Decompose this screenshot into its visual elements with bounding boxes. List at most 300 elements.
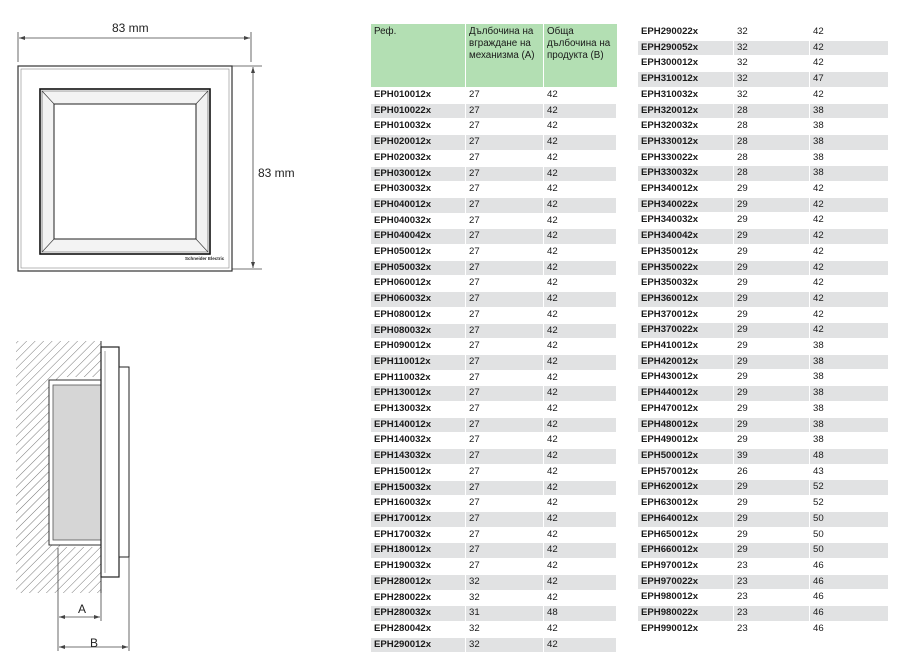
cell-depth-b: 42: [544, 511, 617, 527]
cell-depth-b: 42: [544, 590, 617, 606]
mechanism-body: [53, 385, 101, 540]
cell-depth-b: 46: [810, 621, 889, 637]
table-row: [371, 386, 617, 402]
cell-depth-a: 23: [734, 574, 810, 590]
cell-ref: EPH020012x: [371, 135, 466, 151]
table-row: [371, 590, 617, 606]
cell-depth-b: 42: [544, 527, 617, 543]
cell-depth-b: 42: [810, 244, 889, 260]
cell-ref: EPH650012x: [638, 527, 734, 543]
cell-depth-b: 42: [544, 433, 617, 449]
table-row: [638, 543, 889, 559]
table-row: [638, 464, 889, 480]
cell-depth-b: 38: [810, 386, 889, 402]
table-row: [638, 448, 889, 464]
table-row: [638, 134, 889, 150]
cell-ref: EPH190032x: [371, 559, 466, 575]
table-row: [371, 197, 617, 213]
cell-depth-b: 43: [810, 464, 889, 480]
cell-depth-a: 27: [466, 135, 544, 151]
cell-depth-a: 27: [466, 245, 544, 261]
cell-depth-a: 29: [734, 543, 810, 559]
cell-ref: EPH040032x: [371, 213, 466, 229]
cell-depth-b: 42: [544, 213, 617, 229]
cell-depth-b: 42: [810, 260, 889, 276]
cell-depth-b: 42: [544, 323, 617, 339]
table-row: [371, 402, 617, 418]
cell-ref: EPH060012x: [371, 276, 466, 292]
cell-depth-b: 46: [810, 606, 889, 622]
table-row: [638, 527, 889, 543]
cell-depth-b: 42: [544, 464, 617, 480]
cell-ref: EPH280042x: [371, 621, 466, 637]
table-row: [371, 119, 617, 135]
header-depth-b: Обща дълбочина на продукта (B): [544, 24, 617, 87]
cell-depth-b: 42: [544, 559, 617, 575]
cell-depth-a: 27: [466, 260, 544, 276]
cell-depth-a: 23: [734, 621, 810, 637]
cell-ref: EPH410012x: [638, 339, 734, 355]
table-row: [638, 40, 889, 56]
table-row: [638, 339, 889, 355]
cell-depth-b: 50: [810, 543, 889, 559]
table-row: [638, 433, 889, 449]
table-row: [638, 25, 889, 40]
cell-ref: EPH280022x: [371, 590, 466, 606]
cell-depth-a: 29: [734, 417, 810, 433]
cell-depth-a: 32: [466, 621, 544, 637]
table-row: [638, 213, 889, 229]
cell-depth-b: 42: [544, 103, 617, 119]
cell-depth-b: 38: [810, 103, 889, 119]
cell-ref: EPH500012x: [638, 448, 734, 464]
cell-depth-b: 42: [544, 245, 617, 261]
table-row: [371, 307, 617, 323]
brand-logo: Schneider Electric: [185, 256, 225, 261]
cell-depth-b: 42: [544, 276, 617, 292]
table-row: [638, 417, 889, 433]
cell-ref: EPH080012x: [371, 307, 466, 323]
cell-depth-a: 29: [734, 307, 810, 323]
cell-ref: EPH640012x: [638, 511, 734, 527]
cell-depth-a: 27: [466, 496, 544, 512]
table-row: [638, 496, 889, 512]
cell-ref: EPH290052x: [638, 40, 734, 56]
table-row: [638, 354, 889, 370]
cell-depth-a: 29: [734, 244, 810, 260]
cell-depth-a: 27: [466, 323, 544, 339]
cell-depth-b: 42: [544, 197, 617, 213]
table-row: [638, 276, 889, 292]
cell-depth-a: 29: [734, 260, 810, 276]
cell-depth-a: 27: [466, 543, 544, 559]
table-row: [371, 323, 617, 339]
cell-ref: EPH570012x: [638, 464, 734, 480]
cell-ref: EPH990012x: [638, 621, 734, 637]
cell-ref: EPH010022x: [371, 103, 466, 119]
table-row: [371, 496, 617, 512]
cell-depth-a: 27: [466, 119, 544, 135]
cell-depth-b: 46: [810, 574, 889, 590]
cell-ref: EPH170032x: [371, 527, 466, 543]
cell-depth-a: 29: [734, 323, 810, 339]
cell-depth-b: 38: [810, 370, 889, 386]
cell-depth-b: 42: [544, 166, 617, 182]
cell-depth-a: 28: [734, 103, 810, 119]
cell-depth-a: 27: [466, 276, 544, 292]
cell-ref: EPH630012x: [638, 496, 734, 512]
cell-depth-a: 32: [734, 25, 810, 40]
cell-ref: EPH980012x: [638, 590, 734, 606]
cell-ref: EPH030032x: [371, 182, 466, 198]
table-row: [638, 166, 889, 182]
cell-depth-a: 27: [466, 511, 544, 527]
cell-depth-b: 42: [810, 276, 889, 292]
cell-ref: EPH110032x: [371, 370, 466, 386]
cell-ref: EPH130012x: [371, 386, 466, 402]
cell-depth-a: 27: [466, 292, 544, 308]
table-row: [371, 150, 617, 166]
cell-ref: EPH340042x: [638, 229, 734, 245]
cell-depth-a: 29: [734, 480, 810, 496]
cell-depth-b: 38: [810, 134, 889, 150]
cell-depth-b: 42: [810, 307, 889, 323]
cell-depth-a: 26: [734, 464, 810, 480]
cell-depth-a: 27: [466, 527, 544, 543]
cell-depth-b: 48: [544, 606, 617, 622]
cell-ref: EPH040042x: [371, 229, 466, 245]
cell-depth-a: 27: [466, 339, 544, 355]
cell-depth-b: 42: [810, 56, 889, 72]
cell-ref: EPH430012x: [638, 370, 734, 386]
cell-depth-b: 42: [810, 25, 889, 40]
cell-depth-b: 38: [810, 417, 889, 433]
cell-ref: EPH330012x: [638, 134, 734, 150]
table-row: [638, 574, 889, 590]
table-row: [638, 606, 889, 622]
cell-depth-b: 38: [810, 354, 889, 370]
table-row: [371, 480, 617, 496]
bevel-bottom: [42, 239, 208, 252]
cell-depth-a: 28: [734, 119, 810, 135]
cell-depth-b: 42: [544, 417, 617, 433]
cell-depth-b: 38: [810, 150, 889, 166]
cell-ref: EPH130032x: [371, 402, 466, 418]
cell-depth-a: 29: [734, 291, 810, 307]
cell-depth-a: 39: [734, 448, 810, 464]
product-table-2: [638, 25, 889, 637]
table-row: [638, 386, 889, 402]
cell-ref: EPH980022x: [638, 606, 734, 622]
cell-ref: EPH340022x: [638, 197, 734, 213]
cell-ref: EPH290012x: [371, 637, 466, 653]
cell-ref: EPH280032x: [371, 606, 466, 622]
cell-ref: EPH660012x: [638, 543, 734, 559]
cell-depth-a: 27: [466, 150, 544, 166]
cell-ref: EPH330022x: [638, 150, 734, 166]
dim-b-label: B: [90, 636, 99, 650]
cell-ref: EPH140012x: [371, 417, 466, 433]
cell-depth-a: 29: [734, 182, 810, 198]
table-row: [638, 558, 889, 574]
cell-depth-a: 27: [466, 433, 544, 449]
cell-depth-b: 50: [810, 527, 889, 543]
height-label: 83 mm: [258, 166, 295, 180]
table-row: [638, 401, 889, 417]
cell-ref: EPH350032x: [638, 276, 734, 292]
table-row: [371, 574, 617, 590]
cell-ref: EPH160032x: [371, 496, 466, 512]
cell-ref: EPH050032x: [371, 260, 466, 276]
table-row: [371, 527, 617, 543]
cell-depth-a: 32: [734, 40, 810, 56]
arrow-up: [251, 67, 255, 73]
cell-depth-a: 29: [734, 229, 810, 245]
cell-depth-b: 42: [544, 307, 617, 323]
cell-depth-b: 42: [544, 402, 617, 418]
cell-depth-a: 32: [734, 72, 810, 88]
cell-ref: EPH490012x: [638, 433, 734, 449]
table-row: [371, 229, 617, 245]
table-row: [371, 606, 617, 622]
cell-depth-b: 42: [810, 213, 889, 229]
cell-depth-b: 42: [810, 229, 889, 245]
table-row: [371, 245, 617, 261]
cell-depth-a: 27: [466, 197, 544, 213]
cell-depth-b: 42: [544, 637, 617, 653]
cell-depth-b: 42: [544, 496, 617, 512]
bevel-top: [42, 91, 208, 104]
cell-ref: EPH370012x: [638, 307, 734, 323]
cell-ref: EPH140032x: [371, 433, 466, 449]
cell-depth-b: 42: [544, 370, 617, 386]
cell-depth-a: 28: [734, 150, 810, 166]
cell-depth-b: 42: [544, 543, 617, 559]
cell-depth-b: 38: [810, 401, 889, 417]
cell-ref: EPH090012x: [371, 339, 466, 355]
cell-depth-a: 27: [466, 354, 544, 370]
cell-depth-b: 42: [544, 354, 617, 370]
cell-depth-a: 27: [466, 417, 544, 433]
table-row: [371, 354, 617, 370]
cell-ref: EPH330032x: [638, 166, 734, 182]
cell-depth-b: 42: [544, 88, 617, 103]
table-row: [638, 260, 889, 276]
cell-ref: EPH010012x: [371, 88, 466, 103]
cell-depth-a: 27: [466, 213, 544, 229]
cell-depth-b: 42: [544, 182, 617, 198]
cell-ref: EPH440012x: [638, 386, 734, 402]
cell-ref: EPH340032x: [638, 213, 734, 229]
cell-ref: EPH310032x: [638, 87, 734, 103]
cell-depth-a: 32: [734, 56, 810, 72]
cell-ref: EPH970022x: [638, 574, 734, 590]
cell-ref: EPH020032x: [371, 150, 466, 166]
cell-depth-b: 42: [544, 574, 617, 590]
table-row: [638, 87, 889, 103]
table-row: [638, 56, 889, 72]
table-row: [371, 339, 617, 355]
frame-section: [101, 347, 119, 577]
table-row: [371, 511, 617, 527]
cell-depth-a: 27: [466, 103, 544, 119]
table-row: [371, 621, 617, 637]
cell-ref: EPH420012x: [638, 354, 734, 370]
cell-depth-a: 27: [466, 229, 544, 245]
cell-depth-b: 42: [544, 480, 617, 496]
cell-depth-b: 42: [544, 292, 617, 308]
cell-depth-b: 42: [810, 182, 889, 198]
table-row: [638, 182, 889, 198]
cell-depth-a: 23: [734, 558, 810, 574]
cell-ref: EPH143032x: [371, 449, 466, 465]
cell-ref: EPH080032x: [371, 323, 466, 339]
cell-depth-a: 29: [734, 213, 810, 229]
arrow-down: [251, 262, 255, 268]
table-row: [371, 449, 617, 465]
cell-depth-b: 38: [810, 339, 889, 355]
table-row: [371, 182, 617, 198]
cell-depth-b: 42: [810, 40, 889, 56]
cell-ref: EPH010032x: [371, 119, 466, 135]
table-row: [638, 150, 889, 166]
cell-depth-a: 29: [734, 354, 810, 370]
cell-depth-a: 27: [466, 386, 544, 402]
table-row: [638, 291, 889, 307]
product-table-1-body: [371, 88, 617, 653]
table-row: [638, 307, 889, 323]
table-row: [638, 621, 889, 637]
cell-depth-a: 27: [466, 182, 544, 198]
cell-ref: EPH290022x: [638, 25, 734, 40]
cell-ref: EPH350012x: [638, 244, 734, 260]
cell-ref: EPH320012x: [638, 103, 734, 119]
cell-ref: EPH310012x: [638, 72, 734, 88]
arrow-left: [19, 36, 25, 40]
cell-depth-b: 42: [544, 119, 617, 135]
product-table-1: [371, 88, 617, 653]
bevel-right: [196, 91, 208, 252]
cell-depth-b: 48: [810, 448, 889, 464]
cell-depth-a: 27: [466, 166, 544, 182]
cell-depth-a: 29: [734, 197, 810, 213]
cell-ref: EPH350022x: [638, 260, 734, 276]
cell-depth-a: 27: [466, 480, 544, 496]
cell-depth-a: 27: [466, 449, 544, 465]
cell-depth-a: 32: [466, 574, 544, 590]
table-row: [638, 480, 889, 496]
cell-depth-a: 27: [466, 307, 544, 323]
cell-ref: EPH110012x: [371, 354, 466, 370]
cell-depth-a: 29: [734, 496, 810, 512]
cell-depth-b: 42: [810, 87, 889, 103]
cell-depth-a: 29: [734, 386, 810, 402]
cell-depth-a: 32: [734, 87, 810, 103]
cell-depth-a: 32: [466, 637, 544, 653]
table-row: [371, 276, 617, 292]
cell-ref: EPH280012x: [371, 574, 466, 590]
width-label: 83 mm: [112, 21, 149, 35]
table-row: [371, 135, 617, 151]
table-row: [638, 72, 889, 88]
product-table-2-body: [638, 25, 889, 637]
cell-depth-b: 42: [544, 150, 617, 166]
plate-section: [119, 367, 129, 557]
dim-a-label: A: [78, 602, 87, 616]
cell-depth-a: 29: [734, 339, 810, 355]
cell-depth-b: 42: [544, 339, 617, 355]
cell-depth-a: 29: [734, 401, 810, 417]
cell-depth-a: 23: [734, 590, 810, 606]
cell-depth-b: 42: [544, 449, 617, 465]
arrow-right: [244, 36, 250, 40]
cell-depth-b: 42: [544, 621, 617, 637]
cell-depth-a: 29: [734, 370, 810, 386]
cell-depth-b: 46: [810, 558, 889, 574]
table-row: [638, 229, 889, 245]
table-row: [638, 244, 889, 260]
bevel-left: [42, 91, 54, 252]
cell-ref: EPH050012x: [371, 245, 466, 261]
cell-depth-a: 29: [734, 433, 810, 449]
center-panel: [54, 104, 196, 239]
table-row: [371, 103, 617, 119]
table-row: [638, 370, 889, 386]
cell-depth-a: 29: [734, 527, 810, 543]
cell-ref: EPH470012x: [638, 401, 734, 417]
table-row: [638, 590, 889, 606]
cell-depth-a: 27: [466, 402, 544, 418]
cell-depth-a: 32: [466, 590, 544, 606]
cell-ref: EPH040012x: [371, 197, 466, 213]
cell-depth-b: 42: [544, 260, 617, 276]
table-row: [638, 119, 889, 135]
cell-depth-b: 52: [810, 496, 889, 512]
cell-depth-a: 28: [734, 166, 810, 182]
cell-ref: EPH620012x: [638, 480, 734, 496]
cell-depth-a: 28: [734, 134, 810, 150]
cell-depth-a: 29: [734, 511, 810, 527]
cell-depth-b: 42: [544, 229, 617, 245]
cell-depth-a: 27: [466, 464, 544, 480]
cell-ref: EPH970012x: [638, 558, 734, 574]
cell-depth-a: 27: [466, 370, 544, 386]
table-row: [371, 88, 617, 103]
cell-depth-b: 38: [810, 119, 889, 135]
cell-ref: EPH300012x: [638, 56, 734, 72]
cell-depth-a: 29: [734, 276, 810, 292]
table-row: [638, 323, 889, 339]
cell-depth-b: 47: [810, 72, 889, 88]
table-row: [638, 511, 889, 527]
cell-depth-a: 27: [466, 88, 544, 103]
table-row: [371, 292, 617, 308]
cell-depth-a: 23: [734, 606, 810, 622]
table-row: [371, 433, 617, 449]
table-row: [638, 197, 889, 213]
cell-depth-b: 42: [810, 197, 889, 213]
cell-depth-b: 42: [544, 386, 617, 402]
cell-depth-b: 50: [810, 511, 889, 527]
header-ref: Реф.: [371, 24, 465, 87]
cell-depth-b: 42: [810, 323, 889, 339]
table-row: [371, 637, 617, 653]
cell-ref: EPH060032x: [371, 292, 466, 308]
header-depth-a: Дълбочина на вграждане на механизма (A): [466, 24, 543, 87]
cell-ref: EPH170012x: [371, 511, 466, 527]
front-view-drawing: [0, 0, 330, 300]
cell-depth-b: 42: [810, 291, 889, 307]
